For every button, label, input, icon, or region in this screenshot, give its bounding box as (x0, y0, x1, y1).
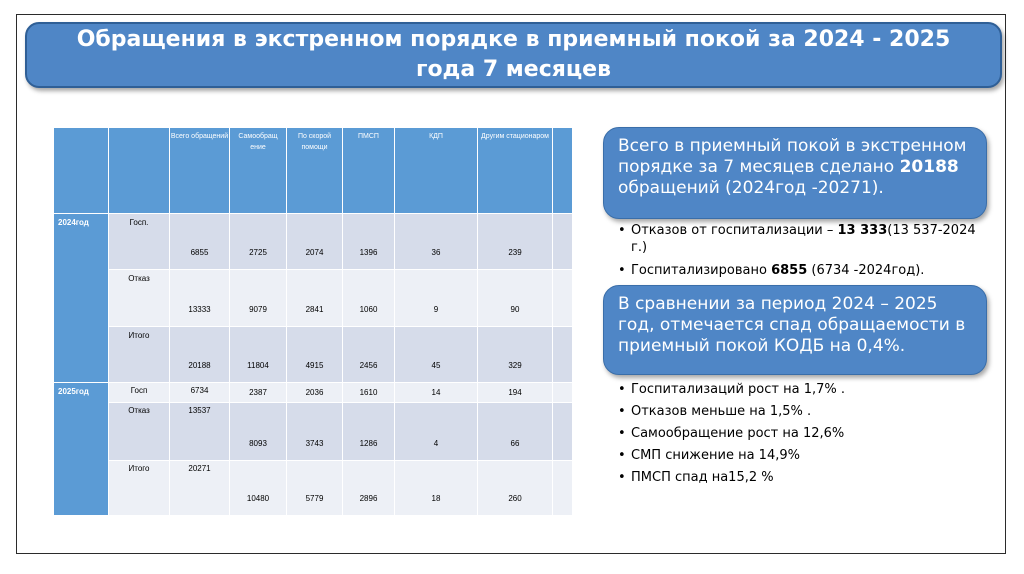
bullet-text: (13 537-2024 г.) (631, 223, 976, 255)
list-item: • Самообращение рост на 12,6% (618, 425, 978, 442)
table-cell: 13537 (170, 403, 230, 461)
table-cell: 2896 (343, 461, 395, 516)
table-cell: 9 (395, 270, 478, 327)
list-item (618, 222, 978, 256)
table-row (54, 461, 573, 516)
table-cell: 260 (478, 461, 553, 516)
year-label-2024: 2024год (54, 214, 109, 383)
table-cell: 2036 (287, 383, 343, 403)
table-cell: 2387 (230, 383, 287, 403)
table-cell: 10480 (230, 461, 287, 516)
table-cell: 36 (395, 214, 478, 270)
bullet-bold: 13 333 (837, 223, 888, 238)
table-cell: 1610 (343, 383, 395, 403)
summary-callout (603, 127, 987, 219)
summary-bold-total: 20188 (899, 157, 959, 177)
row-label: Госп. (109, 214, 170, 270)
header-empty (553, 128, 573, 214)
bullet-bold: 6855 (771, 263, 808, 278)
table-cell: 45 (395, 327, 478, 383)
header-cell-year (54, 128, 109, 214)
header-total: Всего обращений (170, 128, 230, 214)
table-cell-empty (553, 383, 573, 403)
table-header-row (54, 128, 573, 214)
table-cell-empty (553, 461, 573, 516)
row-label: Итого (109, 327, 170, 383)
header-other-hospital: Другим стационаром (478, 128, 553, 214)
table-cell: 4915 (287, 327, 343, 383)
table-cell: 6855 (170, 214, 230, 270)
comparison-text: В сравнении за период 2024 – 2025 год, отмечается спад обращаемости в приемный покой КОДБ на 0,4%. (618, 294, 966, 356)
table-cell: 1286 (343, 403, 395, 461)
comparison-bullet-list (618, 381, 978, 491)
row-label: Отказ (109, 270, 170, 327)
table-cell: 8093 (230, 403, 287, 461)
list-item: • СМП снижение на 14,9% (618, 447, 978, 464)
table-cell: 66 (478, 403, 553, 461)
table-cell-empty (553, 403, 573, 461)
table-cell: 194 (478, 383, 553, 403)
summary-text-before: Всего в приемный покой в экстренном порядке за 7 месяцев сделано (618, 136, 967, 177)
table-cell: 2074 (287, 214, 343, 270)
table-cell: 11804 (230, 327, 287, 383)
bullet-text: Отказов от госпитализации – (631, 223, 838, 238)
summary-text-after: обращений (2024год -20271). (618, 178, 884, 198)
summary-bullet-list (618, 222, 978, 285)
list-item (618, 262, 978, 279)
header-ambulance: По скорой помощи (287, 128, 343, 214)
table-cell: 2456 (343, 327, 395, 383)
row-label: Итого (109, 461, 170, 516)
table-cell: 1060 (343, 270, 395, 327)
table-cell: 90 (478, 270, 553, 327)
header-pmsp: ПМСП (343, 128, 395, 214)
table-cell: 1396 (343, 214, 395, 270)
table-cell: 4 (395, 403, 478, 461)
table-cell: 2841 (287, 270, 343, 327)
table-row (54, 214, 573, 270)
table-row (54, 383, 573, 403)
year-label-2025: 2025год (54, 383, 109, 516)
table-row (54, 403, 573, 461)
header-cell-type (109, 128, 170, 214)
table-cell: 9079 (230, 270, 287, 327)
statistics-table (53, 127, 573, 516)
table-cell: 20271 (170, 461, 230, 516)
table-cell-empty (553, 327, 573, 383)
header-kdp: КДП (395, 128, 478, 214)
table-cell-empty (553, 214, 573, 270)
row-label: Отказ (109, 403, 170, 461)
table-cell: 20188 (170, 327, 230, 383)
title-banner (25, 22, 1002, 88)
table-cell: 2725 (230, 214, 287, 270)
table-row (54, 270, 573, 327)
bullet-text: Госпитализировано (631, 263, 772, 278)
table-cell: 3743 (287, 403, 343, 461)
table-cell: 18 (395, 461, 478, 516)
table-row (54, 327, 573, 383)
header-self-referral: Самообращ ение (230, 128, 287, 214)
table-cell: 13333 (170, 270, 230, 327)
list-item: • ПМСП спад на15,2 % (618, 469, 978, 486)
list-item: • Госпитализаций рост на 1,7% . (618, 381, 978, 398)
table-cell: 6734 (170, 383, 230, 403)
list-item: • Отказов меньше на 1,5% . (618, 403, 978, 420)
table-cell-empty (553, 270, 573, 327)
bullet-text: (6734 -2024год). (807, 263, 925, 278)
table-cell: 329 (478, 327, 553, 383)
row-label: Госп (109, 383, 170, 403)
table-cell: 5779 (287, 461, 343, 516)
table-cell: 239 (478, 214, 553, 270)
comparison-callout (603, 285, 987, 375)
slide-title: Обращения в экстренном порядке в приемный покой за 2024 - 2025 года 7 месяцев (76, 27, 951, 82)
table-cell: 14 (395, 383, 478, 403)
